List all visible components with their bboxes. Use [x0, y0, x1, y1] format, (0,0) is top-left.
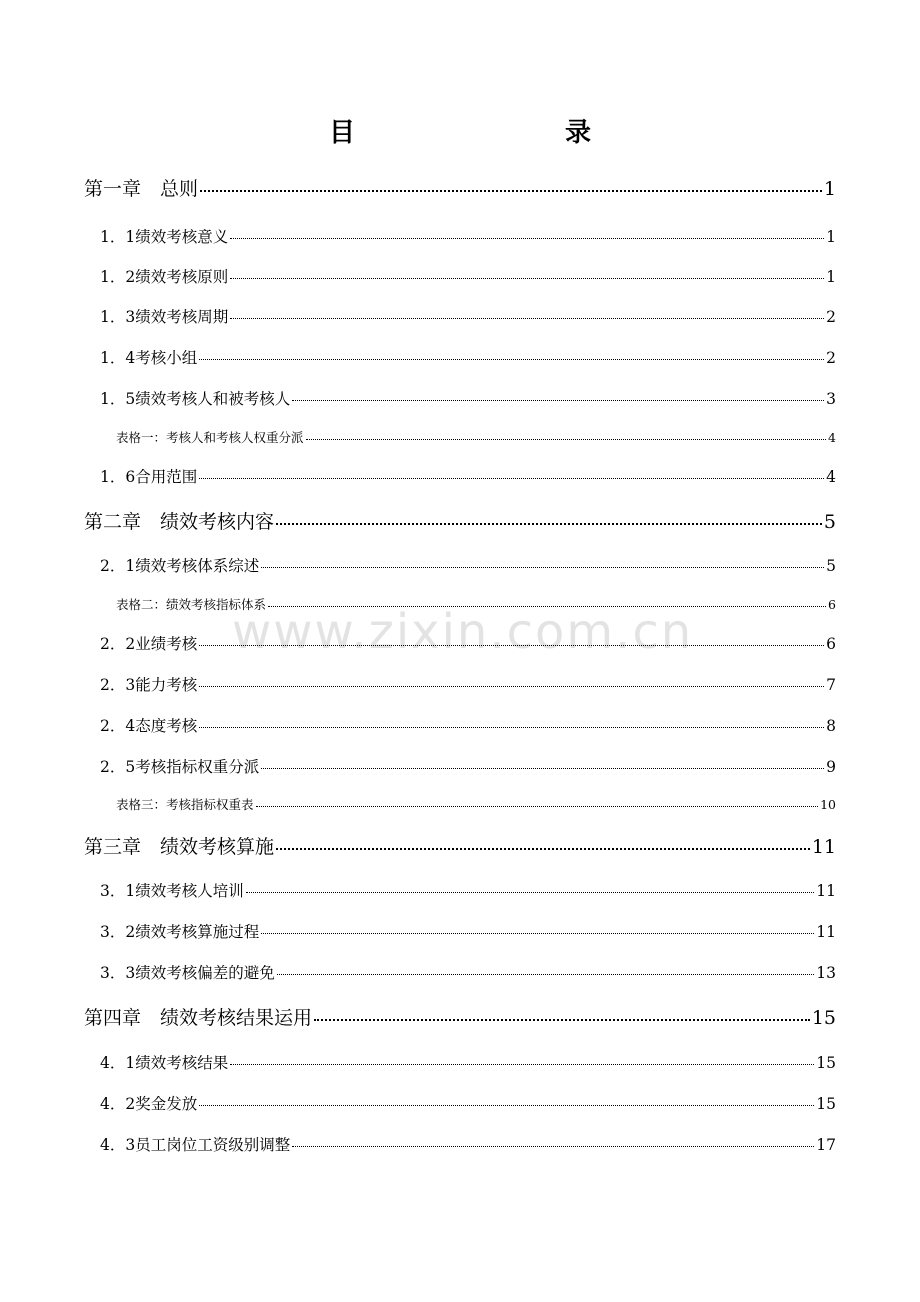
toc-entry-section-2-4[interactable]: [100, 714, 836, 736]
toc-entry-page: 15: [816, 1054, 836, 1072]
toc-entry-page: 2: [826, 349, 836, 367]
toc-entry-section-3-3[interactable]: [100, 961, 836, 983]
toc-entry-page: 8: [826, 717, 836, 735]
dot-leader: [200, 176, 822, 195]
toc-entry-page: 5: [823, 511, 836, 533]
toc-entry-label: 表格三：考核指标权重表: [116, 797, 254, 812]
toc-entry-label: 4．3员工岗位工资级别调整: [100, 1136, 291, 1154]
dot-leader: [199, 634, 824, 650]
toc-entry-page: 11: [816, 882, 836, 900]
toc-entry-page: 3: [826, 390, 836, 408]
toc-entry-label: 2．5考核指标权重分派: [100, 758, 260, 776]
toc-entry-section-1-4[interactable]: [100, 346, 836, 368]
toc-entry-label: 4．2奖金发放: [100, 1095, 198, 1113]
toc-entry-label: 2．4态度考核: [100, 717, 198, 735]
toc-entry-section-2-5[interactable]: [100, 755, 836, 777]
toc-entry-page: 4: [826, 468, 836, 486]
toc-entry-chapter-3[interactable]: [84, 832, 836, 859]
toc-entry-label: 1．6合用范围: [100, 468, 198, 486]
dot-leader: [199, 675, 824, 691]
toc-entry-label: 3．2绩效考核算施过程: [100, 923, 260, 941]
toc-entry-table-1[interactable]: [116, 428, 836, 446]
toc-entry-label: 1．4考核小组: [100, 349, 198, 367]
dot-leader: [268, 597, 826, 610]
toc-entry-page: 15: [816, 1095, 836, 1113]
toc-entry-section-4-2[interactable]: [100, 1092, 836, 1114]
toc-entry-section-1-6[interactable]: [100, 465, 836, 487]
dot-leader: [230, 227, 824, 243]
dot-leader: [276, 834, 810, 853]
watermark: www.zixin.com.cn: [232, 604, 694, 660]
toc-entry-label: 1．3绩效考核周期: [100, 308, 229, 326]
dot-leader: [256, 797, 819, 810]
toc-entry-table-3[interactable]: [116, 795, 836, 813]
toc-entry-label: 2．3能力考核: [100, 676, 198, 694]
dot-leader: [261, 757, 824, 773]
dot-leader: [261, 922, 814, 938]
toc-entry-page: 7: [826, 676, 836, 694]
toc-entry-page: 1: [826, 228, 836, 246]
dot-leader: [292, 1135, 814, 1151]
dot-leader: [199, 716, 824, 732]
toc-entry-page: 10: [820, 797, 836, 812]
toc-entry-section-4-1[interactable]: [100, 1051, 836, 1073]
toc-entry-section-1-5[interactable]: [100, 387, 836, 409]
toc-entry-page: 2: [826, 308, 836, 326]
dot-leader: [314, 1005, 810, 1024]
toc-entry-label: 表格一：考核人和考核人权重分派: [116, 430, 304, 445]
dot-leader: [277, 963, 815, 979]
toc-entry-chapter-4[interactable]: [84, 1003, 836, 1030]
toc-entry-page: 5: [826, 557, 836, 575]
toc-entry-page: 13: [816, 964, 836, 982]
toc-entry-section-1-2[interactable]: [100, 265, 836, 287]
toc-entry-label: 3．1绩效考核人培训: [100, 882, 244, 900]
toc-entry-page: 1: [823, 178, 836, 200]
dot-leader: [230, 1053, 814, 1069]
toc-entry-section-2-2[interactable]: [100, 632, 836, 654]
dot-leader: [199, 1094, 814, 1110]
toc-entry-page: 4: [828, 430, 836, 445]
toc-title: 目 录: [328, 118, 683, 148]
dot-leader: [199, 348, 824, 364]
toc-entry-label: 4．1绩效考核结果: [100, 1054, 229, 1072]
toc-entry-label: 1．1绩效考核意义: [100, 228, 229, 246]
dot-leader: [292, 389, 824, 405]
toc-entry-page: 17: [816, 1136, 836, 1154]
toc-entry-label: 第三章 绩效考核算施: [84, 836, 275, 858]
toc-entry-page: 15: [811, 1007, 836, 1029]
toc-entry-section-3-1[interactable]: [100, 879, 836, 901]
toc-entry-page: 9: [826, 758, 836, 776]
toc-entry-table-2[interactable]: [116, 595, 836, 613]
dot-leader: [199, 467, 824, 483]
toc-entry-page: 1: [826, 268, 836, 286]
dot-leader: [276, 509, 822, 528]
toc-entry-section-3-2[interactable]: [100, 920, 836, 942]
toc-entry-page: 6: [828, 597, 836, 612]
toc-entry-label: 第四章 绩效考核结果运用: [84, 1007, 313, 1029]
toc-entry-page: 11: [816, 923, 836, 941]
toc-entry-label: 第一章 总则: [84, 178, 199, 200]
toc-entry-label: 2．2业绩考核: [100, 635, 198, 653]
toc-entry-section-4-3[interactable]: [100, 1133, 836, 1155]
toc-entry-chapter-2[interactable]: [84, 507, 836, 534]
toc-entry-section-1-3[interactable]: [100, 305, 836, 327]
toc-entry-page: 11: [811, 836, 836, 858]
toc-entry-label: 1．5绩效考核人和被考核人: [100, 390, 291, 408]
toc-entry-section-2-1[interactable]: [100, 554, 836, 576]
toc-entry-section-1-1[interactable]: [100, 225, 836, 247]
toc-entry-label: 1．2绩效考核原则: [100, 268, 229, 286]
dot-leader: [246, 881, 815, 897]
toc-entry-label: 第二章 绩效考核内容: [84, 511, 275, 533]
dot-leader: [261, 556, 824, 572]
toc-entry-label: 3．3绩效考核偏差的避免: [100, 964, 275, 982]
dot-leader: [306, 430, 827, 443]
toc-entry-chapter-1[interactable]: [84, 174, 836, 201]
dot-leader: [230, 307, 824, 323]
toc-entry-section-2-3[interactable]: [100, 673, 836, 695]
dot-leader: [230, 267, 824, 283]
toc-entry-label: 2．1绩效考核体系综述: [100, 557, 260, 575]
toc-entry-page: 6: [826, 635, 836, 653]
toc-entry-label: 表格二：绩效考核指标体系: [116, 597, 267, 612]
